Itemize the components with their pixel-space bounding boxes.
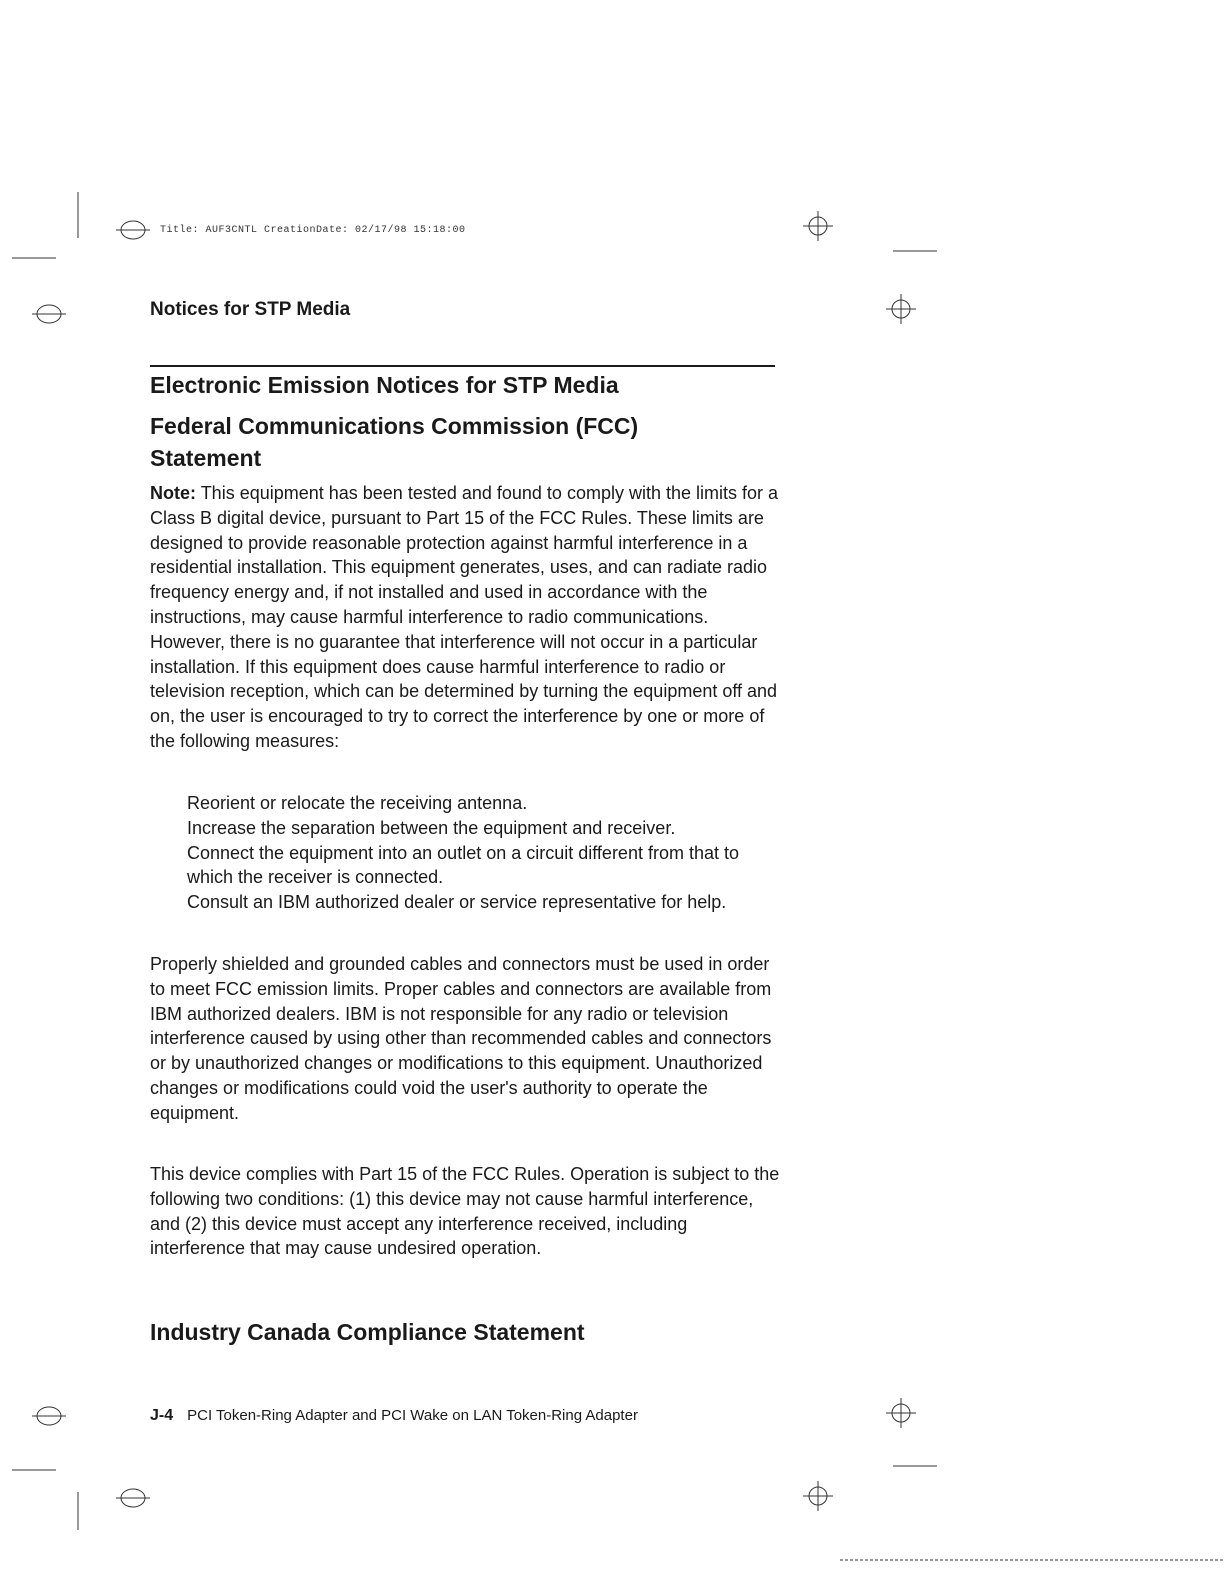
- measures-list: [187, 791, 777, 915]
- page-number: J-4: [150, 1407, 174, 1424]
- registration-mark-left-upper-icon: [32, 302, 66, 326]
- running-head: Notices for STP Media: [150, 299, 351, 320]
- page-footer: [150, 1407, 638, 1425]
- printer-title-line: Title: AUF3CNTL CreationDate: 02/17/98 15:18:00: [160, 225, 466, 236]
- note-text: This equipment has been tested and found to comply with the limits for a Class B digital device, pursuant to Part 15 of the FCC Rules. These limits are designed to provide reasonable protection against harmful interference in a residential installation. This equipment generates, uses, and can radiate radio frequency energy and, if not installed and used in accordance with the instructions, may cause harmful interference to radio communications. However, there is no guarantee that interference will not occur in a particular installation. If this equipment does cause harmful interference to radio or television reception, which can be determined by turning the equipment off and on, the user is encouraged to try to correct the interference by one or more of the following measures:: [150, 483, 779, 751]
- fcc-statement-title: Federal Communications Commission (FCC) Statement: [150, 413, 639, 471]
- measure-item: Connect the equipment into an outlet on a circuit different from that to which the receiver is connected.: [187, 842, 739, 888]
- cables-paragraph: Properly shielded and grounded cables and connectors must be used in order to meet FCC emission limits. Proper cables and connectors are available from IBM authorized dealers. IBM is not responsible for any radio or television interference caused by using other than recommended cables and connectors or by unauthorized changes or modifications to this equipment. Unauthorized changes or modifications could void the user's authority to operate the equipment.: [150, 954, 772, 1123]
- registration-mark-bottom-left-icon: [116, 1486, 150, 1510]
- section-rule: [150, 365, 775, 367]
- registration-mark-left-lower-icon: [32, 1404, 66, 1428]
- registration-crosshair-right-lower-icon: [884, 1396, 918, 1430]
- registration-crosshair-top-right-icon: [801, 209, 835, 243]
- measure-item: Increase the separation between the equipment and receiver.: [187, 817, 676, 838]
- book-title: PCI Token-Ring Adapter and PCI Wake on LAN Token-Ring Adapter: [187, 1407, 638, 1424]
- industry-canada-title: Industry Canada Compliance Statement: [150, 1319, 585, 1345]
- measure-item: Consult an IBM authorized dealer or service representative for help.: [187, 892, 727, 913]
- note-label: Note:: [150, 483, 196, 503]
- registration-crosshair-right-upper-icon: [884, 292, 918, 326]
- measure-item: Reorient or relocate the receiving antenna.: [187, 793, 528, 813]
- registration-crosshair-bottom-right-icon: [801, 1479, 835, 1513]
- section-title: Electronic Emission Notices for STP Media: [150, 372, 619, 398]
- part15-paragraph: This device complies with Part 15 of the FCC Rules. Operation is subject to the following two conditions: (1) this device may not cause harmful interference, and (2) this device must accept any interference received, including interference that may cause undesired operation.: [150, 1164, 780, 1259]
- registration-mark-top-left-icon: [116, 218, 150, 242]
- fcc-note-paragraph: [150, 481, 780, 754]
